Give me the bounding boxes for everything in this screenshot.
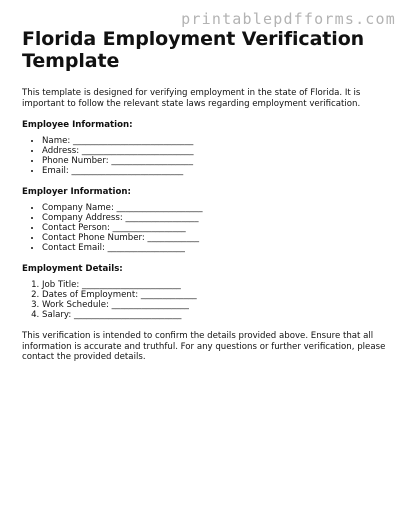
employee-name-field: • Name: ____________________________	[42, 136, 392, 146]
contact-person-field: • Contact Person: _________________	[42, 223, 392, 233]
closing-paragraph: This verification is intended to confirm the details provided above. Ensure that all information is accurate and truthful. For any questions or further verification, please contact the provided details.	[22, 331, 386, 362]
employer-section-heading: Employer Information:	[22, 187, 131, 197]
details-field-list	[22, 280, 392, 320]
employee-phone-field: • Phone Number: ___________________	[42, 156, 392, 166]
job-title-field: 1. Job Title: _______________________	[42, 280, 392, 290]
document-title: Florida Employment Verification Template	[22, 28, 365, 72]
company-address-field: • Company Address: _________________	[42, 213, 392, 223]
intro-paragraph: This template is designed for verifying employment in the state of Florida. It is important to follow the relevant state laws regarding employment verification.	[22, 88, 361, 109]
details-section-heading: Employment Details:	[22, 264, 123, 274]
work-schedule-field: 3. Work Schedule: __________________	[42, 300, 392, 310]
employment-dates-field: 2. Dates of Employment: _____________	[42, 290, 392, 300]
watermark: printablepdfforms.com	[181, 10, 396, 28]
company-name-field: • Company Name: ____________________	[42, 203, 392, 213]
contact-phone-field: • Contact Phone Number: ____________	[42, 233, 392, 243]
employee-field-list	[22, 136, 392, 176]
employee-section-heading: Employee Information:	[22, 120, 133, 130]
document-body	[22, 28, 392, 363]
contact-email-field: • Contact Email: __________________	[42, 243, 392, 253]
employer-field-list	[22, 203, 392, 253]
employee-address-field: • Address: __________________________	[42, 146, 392, 156]
salary-field: 4. Salary: _________________________	[42, 310, 392, 320]
employee-email-field: • Email: __________________________	[42, 166, 392, 176]
